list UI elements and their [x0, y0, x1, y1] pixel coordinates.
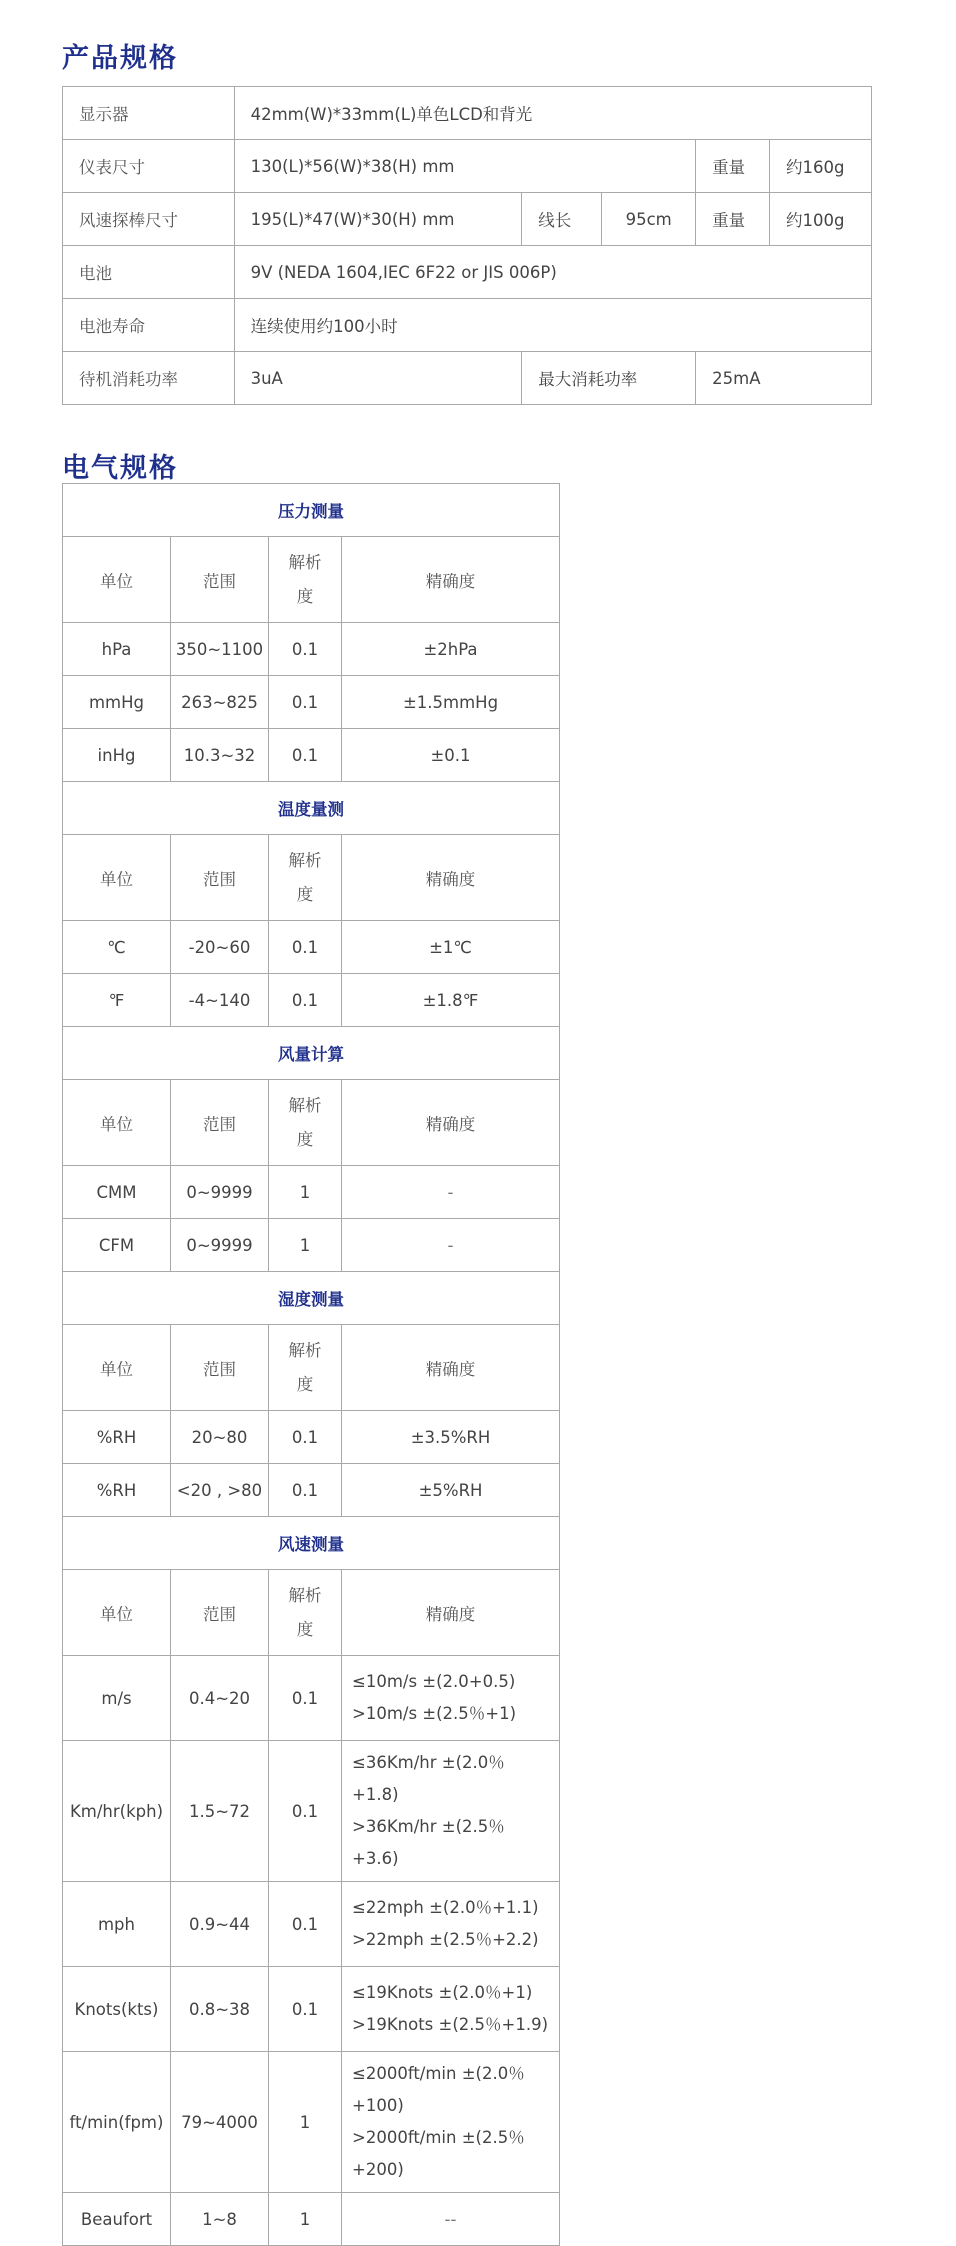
cell-accuracy: ±3.5%RH [342, 1411, 560, 1464]
cell-unit: Km/hr(kph) [63, 1741, 171, 1882]
cell-resolution: 0.1 [269, 676, 342, 729]
table-row [63, 246, 872, 299]
header-accuracy: 精确度 [342, 1325, 560, 1411]
cell-unit: mmHg [63, 676, 171, 729]
header-resolution-label: 解析度 [288, 1340, 322, 1394]
group-title-row [63, 1272, 560, 1325]
spec-value: 130(L)*56(W)*38(H) mm [234, 140, 696, 193]
header-range: 范围 [171, 1570, 269, 1656]
header-range: 范围 [171, 1325, 269, 1411]
table-row [63, 1882, 560, 1967]
table-row [63, 1656, 560, 1741]
header-row [63, 1570, 560, 1656]
cell-unit: hPa [63, 623, 171, 676]
header-unit: 单位 [63, 1570, 171, 1656]
table-row [63, 1411, 560, 1464]
table-row [63, 623, 560, 676]
group-title: 风量计算 [63, 1027, 560, 1080]
cell-range: <20 , >80 [171, 1464, 269, 1517]
header-accuracy: 精确度 [342, 537, 560, 623]
cell-accuracy [342, 2052, 560, 2193]
cell-range: 0.8~38 [171, 1967, 269, 2052]
table-row [63, 1464, 560, 1517]
group-title-row [63, 782, 560, 835]
spec-value: 9V (NEDA 1604,IEC 6F22 or JIS 006P) [234, 246, 871, 299]
accuracy-line: ≤22mph ±(2.0％+1.1) [352, 1898, 539, 1917]
spec-label: 线长 [522, 193, 602, 246]
cell-range: 1.5~72 [171, 1741, 269, 1882]
cell-unit: Beaufort [63, 2193, 171, 2246]
group-title-row [63, 484, 560, 537]
cell-unit: ℃ [63, 921, 171, 974]
electric-spec-table [62, 483, 560, 2246]
cell-resolution: 0.1 [269, 623, 342, 676]
cell-range: 350~1100 [171, 623, 269, 676]
cell-accuracy: - [342, 1219, 560, 1272]
cell-unit: Knots(kts) [63, 1967, 171, 2052]
header-resolution [269, 1325, 342, 1411]
accuracy-line: >2000ft/min ±(2.5％ [352, 2128, 525, 2147]
cell-unit: ft/min(fpm) [63, 2052, 171, 2193]
cell-range: 0~9999 [171, 1166, 269, 1219]
header-row [63, 835, 560, 921]
table-row [63, 2052, 560, 2193]
group-title: 湿度测量 [63, 1272, 560, 1325]
accuracy-line: ≤36Km/hr ±(2.0％+1.8) [352, 1753, 505, 1804]
cell-range: 0.4~20 [171, 1656, 269, 1741]
spec-value: 约160g [770, 140, 872, 193]
table-row [63, 921, 560, 974]
spec-label: 仪表尺寸 [63, 140, 235, 193]
spec-label: 显示器 [63, 87, 235, 140]
spec-value: 195(L)*47(W)*30(H) mm [234, 193, 522, 246]
header-resolution-label: 解析度 [288, 850, 322, 904]
header-resolution-label: 解析度 [288, 552, 322, 606]
cell-range: 0~9999 [171, 1219, 269, 1272]
spec-value: 连续使用约100小时 [234, 299, 871, 352]
cell-range: 20~80 [171, 1411, 269, 1464]
accuracy-line: >19Knots ±(2.5％+1.9) [352, 2015, 549, 2034]
accuracy-line: >36Km/hr ±(2.5％+3.6) [352, 1817, 505, 1868]
spec-label: 待机消耗功率 [63, 352, 235, 405]
cell-range: 263~825 [171, 676, 269, 729]
spec-label: 最大消耗功率 [522, 352, 696, 405]
table-row [63, 1219, 560, 1272]
spec-value: 3uA [234, 352, 522, 405]
cell-resolution: 0.1 [269, 1464, 342, 1517]
table-row [63, 1967, 560, 2052]
cell-accuracy: ±1.5mmHg [342, 676, 560, 729]
accuracy-line: ≤2000ft/min ±(2.0％+100) [352, 2064, 525, 2115]
cell-resolution: 1 [269, 1219, 342, 1272]
spec-value: 95cm [602, 193, 696, 246]
accuracy-line: >10m/s ±(2.5％+1) [352, 1704, 517, 1723]
header-row [63, 537, 560, 623]
table-row [63, 974, 560, 1027]
cell-resolution: 0.1 [269, 1411, 342, 1464]
table-row [63, 1741, 560, 1882]
electric-spec-title: 电气规格 [62, 453, 178, 484]
cell-accuracy: ±5%RH [342, 1464, 560, 1517]
spec-label: 风速探棒尺寸 [63, 193, 235, 246]
header-range: 范围 [171, 835, 269, 921]
table-row [63, 193, 872, 246]
header-unit: 单位 [63, 537, 171, 623]
cell-resolution: 1 [269, 2193, 342, 2246]
table-row [63, 352, 872, 405]
header-accuracy: 精确度 [342, 835, 560, 921]
cell-accuracy: ±1℃ [342, 921, 560, 974]
accuracy-line: >22mph ±(2.5％+2.2) [352, 1930, 539, 1949]
cell-resolution: 0.1 [269, 1656, 342, 1741]
header-resolution [269, 1080, 342, 1166]
product-spec-title: 产品规格 [62, 43, 178, 74]
table-row [63, 87, 872, 140]
cell-accuracy [342, 1741, 560, 1882]
spec-value: 42mm(W)*33mm(L)单色LCD和背光 [234, 87, 871, 140]
cell-accuracy: -- [342, 2193, 560, 2246]
cell-accuracy: - [342, 1166, 560, 1219]
table-row [63, 140, 872, 193]
cell-accuracy [342, 1656, 560, 1741]
accuracy-line: ≤19Knots ±(2.0％+1) [352, 1983, 533, 2002]
cell-resolution: 0.1 [269, 1741, 342, 1882]
group-title: 风速测量 [63, 1517, 560, 1570]
cell-range: -20~60 [171, 921, 269, 974]
spec-label: 重量 [696, 140, 770, 193]
cell-accuracy [342, 1882, 560, 1967]
cell-resolution: 0.1 [269, 974, 342, 1027]
header-resolution [269, 1570, 342, 1656]
cell-resolution: 1 [269, 1166, 342, 1219]
table-row [63, 299, 872, 352]
accuracy-line: ≤10m/s ±(2.0+0.5) [352, 1672, 516, 1691]
cell-resolution: 0.1 [269, 1882, 342, 1967]
header-resolution-label: 解析度 [288, 1095, 322, 1149]
cell-range: 79~4000 [171, 2052, 269, 2193]
cell-unit: mph [63, 1882, 171, 1967]
table-row [63, 2193, 560, 2246]
header-unit: 单位 [63, 835, 171, 921]
cell-unit: %RH [63, 1464, 171, 1517]
header-resolution-label: 解析度 [288, 1585, 322, 1639]
group-title-row [63, 1517, 560, 1570]
cell-resolution: 1 [269, 2052, 342, 2193]
group-title-row [63, 1027, 560, 1080]
spec-value: 25mA [696, 352, 872, 405]
cell-unit: inHg [63, 729, 171, 782]
cell-accuracy [342, 1967, 560, 2052]
cell-resolution: 0.1 [269, 921, 342, 974]
header-range: 范围 [171, 537, 269, 623]
header-unit: 单位 [63, 1325, 171, 1411]
table-row [63, 676, 560, 729]
cell-unit: %RH [63, 1411, 171, 1464]
cell-unit: m/s [63, 1656, 171, 1741]
spec-label: 电池寿命 [63, 299, 235, 352]
header-row [63, 1325, 560, 1411]
header-unit: 单位 [63, 1080, 171, 1166]
cell-unit: CFM [63, 1219, 171, 1272]
cell-accuracy: ±2hPa [342, 623, 560, 676]
group-title: 压力测量 [63, 484, 560, 537]
group-title: 温度量测 [63, 782, 560, 835]
cell-range: 10.3~32 [171, 729, 269, 782]
table-row [63, 1166, 560, 1219]
header-resolution [269, 537, 342, 623]
cell-range: -4~140 [171, 974, 269, 1027]
cell-accuracy: ±1.8℉ [342, 974, 560, 1027]
spec-label: 重量 [696, 193, 770, 246]
cell-unit: CMM [63, 1166, 171, 1219]
header-accuracy: 精确度 [342, 1570, 560, 1656]
header-range: 范围 [171, 1080, 269, 1166]
cell-unit: ℉ [63, 974, 171, 1027]
header-row [63, 1080, 560, 1166]
header-accuracy: 精确度 [342, 1080, 560, 1166]
cell-accuracy: ±0.1 [342, 729, 560, 782]
cell-range: 1~8 [171, 2193, 269, 2246]
cell-resolution: 0.1 [269, 1967, 342, 2052]
cell-range: 0.9~44 [171, 1882, 269, 1967]
product-spec-table [62, 86, 872, 405]
accuracy-line: +200) [352, 2160, 404, 2179]
cell-resolution: 0.1 [269, 729, 342, 782]
table-row [63, 729, 560, 782]
header-resolution [269, 835, 342, 921]
spec-label: 电池 [63, 246, 235, 299]
spec-value: 约100g [770, 193, 872, 246]
